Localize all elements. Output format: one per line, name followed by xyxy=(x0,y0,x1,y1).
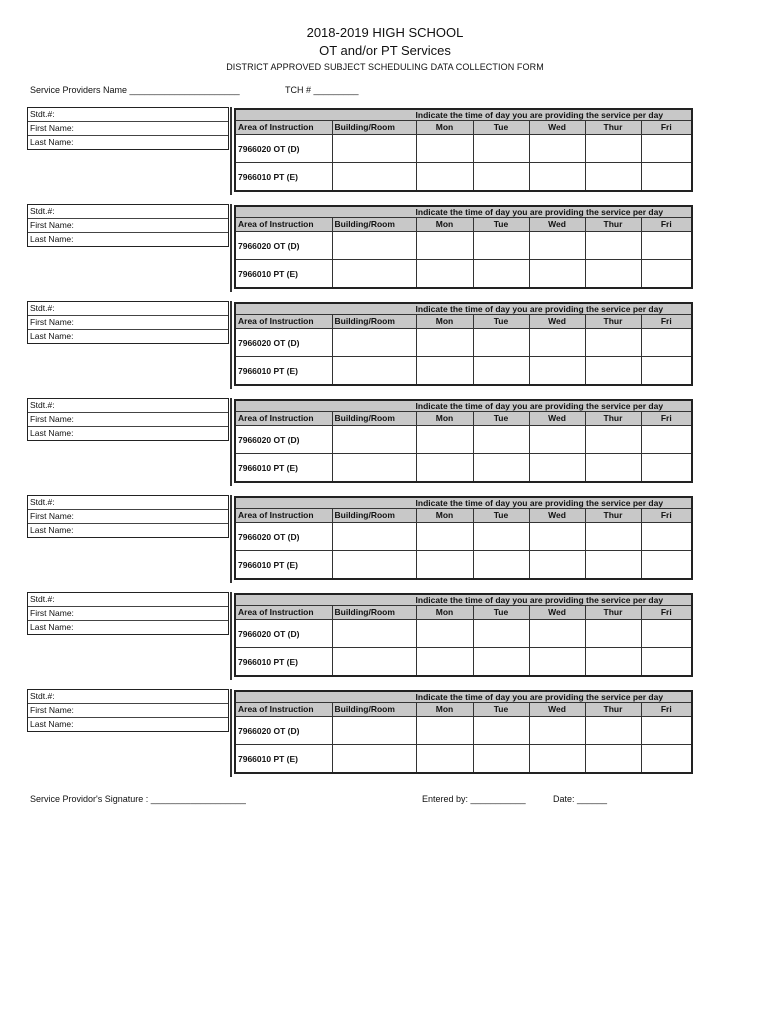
divider xyxy=(230,107,232,195)
schedule-cell[interactable] xyxy=(332,620,416,648)
schedule-cell[interactable] xyxy=(332,717,416,745)
column-header: Thur xyxy=(585,509,641,523)
student-id-field[interactable]: Stdt.#: xyxy=(28,690,228,704)
schedule-cell[interactable] xyxy=(473,329,529,357)
student-block xyxy=(27,107,693,197)
student-block xyxy=(27,592,693,682)
service-code-label: 7966010 PT (E) xyxy=(235,454,332,483)
column-header: Fri xyxy=(641,315,692,329)
schedule-cell[interactable] xyxy=(332,523,416,551)
column-header: Area of Instruction xyxy=(235,412,332,426)
column-header: Building/Room xyxy=(332,121,416,135)
schedule-cell[interactable] xyxy=(332,357,416,386)
student-id-field[interactable]: Stdt.#: xyxy=(28,108,228,122)
provider-name-field[interactable]: Service Providers Name ______________________ xyxy=(30,85,240,95)
column-header: Tue xyxy=(473,218,529,232)
column-header: Tue xyxy=(473,703,529,717)
schedule-cell[interactable] xyxy=(416,648,473,677)
column-header: Thur xyxy=(585,315,641,329)
schedule-cell[interactable] xyxy=(585,135,641,163)
service-code-label: 7966010 PT (E) xyxy=(235,745,332,774)
first-name-field[interactable]: First Name: xyxy=(28,316,228,330)
column-header: Fri xyxy=(641,218,692,232)
schedule-cell[interactable] xyxy=(473,357,529,386)
column-header: Fri xyxy=(641,606,692,620)
student-info-box xyxy=(27,689,229,732)
column-header: Tue xyxy=(473,121,529,135)
student-id-field[interactable]: Stdt.#: xyxy=(28,399,228,413)
schedule-cell[interactable] xyxy=(529,745,585,774)
service-code-label: 7966020 OT (D) xyxy=(235,717,332,745)
table-row xyxy=(235,329,692,357)
schedule-cell[interactable] xyxy=(641,717,692,745)
schedule-cell[interactable] xyxy=(529,232,585,260)
student-block xyxy=(27,689,693,779)
schedule-cell[interactable] xyxy=(473,163,529,192)
column-header: Fri xyxy=(641,121,692,135)
schedule-cell[interactable] xyxy=(416,329,473,357)
column-header: Building/Room xyxy=(332,218,416,232)
last-name-field[interactable]: Last Name: xyxy=(30,622,74,632)
last-name-field[interactable]: Last Name: xyxy=(30,331,74,341)
column-header: Building/Room xyxy=(332,703,416,717)
service-code-label: 7966010 PT (E) xyxy=(235,260,332,289)
schedule-cell[interactable] xyxy=(641,357,692,386)
service-code-label: 7966010 PT (E) xyxy=(235,648,332,677)
schedule-cell[interactable] xyxy=(585,717,641,745)
service-code-label: 7966020 OT (D) xyxy=(235,523,332,551)
schedule-cell[interactable] xyxy=(641,163,692,192)
column-header: Tue xyxy=(473,315,529,329)
column-header: Building/Room xyxy=(332,412,416,426)
column-header: Fri xyxy=(641,412,692,426)
schedule-cell[interactable] xyxy=(529,620,585,648)
schedule-cell[interactable] xyxy=(585,329,641,357)
schedule-cell[interactable] xyxy=(473,135,529,163)
table-row xyxy=(235,454,692,483)
schedule-cell[interactable] xyxy=(473,454,529,483)
service-code-label: 7966020 OT (D) xyxy=(235,329,332,357)
table-row xyxy=(235,426,692,454)
schedule-cell[interactable] xyxy=(473,551,529,580)
column-header: Mon xyxy=(416,412,473,426)
schedule-cell[interactable] xyxy=(585,648,641,677)
service-code-label: 7966020 OT (D) xyxy=(235,135,332,163)
table-row xyxy=(235,135,692,163)
schedule-cell[interactable] xyxy=(416,620,473,648)
schedule-cell[interactable] xyxy=(416,260,473,289)
schedule-table xyxy=(234,399,693,483)
column-header: Tue xyxy=(473,412,529,426)
student-id-field[interactable]: Stdt.#: xyxy=(28,302,228,316)
schedule-cell[interactable] xyxy=(416,232,473,260)
schedule-cell[interactable] xyxy=(529,523,585,551)
schedule-cell[interactable] xyxy=(641,232,692,260)
first-name-field[interactable]: First Name: xyxy=(28,607,228,621)
schedule-cell[interactable] xyxy=(473,426,529,454)
schedule-cell[interactable] xyxy=(416,551,473,580)
schedule-cell[interactable] xyxy=(332,329,416,357)
column-header: Mon xyxy=(416,218,473,232)
column-header: Mon xyxy=(416,121,473,135)
column-header: Area of Instruction xyxy=(235,121,332,135)
schedule-banner: Indicate the time of day you are providing the service per day xyxy=(235,400,692,412)
schedule-cell[interactable] xyxy=(585,426,641,454)
column-header: Fri xyxy=(641,509,692,523)
table-row xyxy=(235,260,692,289)
schedule-banner: Indicate the time of day you are providing the service per day xyxy=(235,594,692,606)
schedule-cell[interactable] xyxy=(332,648,416,677)
schedule-cell[interactable] xyxy=(416,745,473,774)
schedule-cell[interactable] xyxy=(473,232,529,260)
column-header: Thur xyxy=(585,703,641,717)
column-header: Wed xyxy=(529,121,585,135)
schedule-cell[interactable] xyxy=(332,426,416,454)
schedule-cell[interactable] xyxy=(529,454,585,483)
column-header: Wed xyxy=(529,509,585,523)
column-header: Building/Room xyxy=(332,606,416,620)
student-block xyxy=(27,398,693,488)
schedule-cell[interactable] xyxy=(529,260,585,289)
column-header: Area of Instruction xyxy=(235,606,332,620)
schedule-cell[interactable] xyxy=(529,329,585,357)
column-header: Area of Instruction xyxy=(235,315,332,329)
table-row xyxy=(235,717,692,745)
schedule-table xyxy=(234,205,693,289)
column-header: Mon xyxy=(416,509,473,523)
column-header: Area of Instruction xyxy=(235,509,332,523)
divider xyxy=(230,495,232,583)
schedule-cell[interactable] xyxy=(585,454,641,483)
table-row xyxy=(235,523,692,551)
divider xyxy=(230,301,232,389)
schedule-cell[interactable] xyxy=(585,620,641,648)
column-header: Area of Instruction xyxy=(235,218,332,232)
tch-number-field[interactable]: TCH # _________ xyxy=(285,85,359,95)
column-header: Wed xyxy=(529,606,585,620)
schedule-banner: Indicate the time of day you are providing the service per day xyxy=(235,206,692,218)
schedule-cell[interactable] xyxy=(529,357,585,386)
schedule-cell[interactable] xyxy=(641,260,692,289)
schedule-table xyxy=(234,496,693,580)
student-block xyxy=(27,204,693,294)
first-name-field[interactable]: First Name: xyxy=(28,413,228,427)
schedule-cell[interactable] xyxy=(416,426,473,454)
schedule-cell[interactable] xyxy=(473,523,529,551)
table-row xyxy=(235,232,692,260)
column-header: Thur xyxy=(585,218,641,232)
column-header: Wed xyxy=(529,315,585,329)
divider xyxy=(230,592,232,680)
schedule-cell[interactable] xyxy=(585,523,641,551)
first-name-field[interactable]: First Name: xyxy=(28,219,228,233)
table-row xyxy=(235,648,692,677)
service-code-label: 7966010 PT (E) xyxy=(235,551,332,580)
schedule-cell[interactable] xyxy=(332,745,416,774)
last-name-field[interactable]: Last Name: xyxy=(30,525,74,535)
schedule-cell[interactable] xyxy=(416,163,473,192)
schedule-banner: Indicate the time of day you are providing the service per day xyxy=(235,303,692,315)
schedule-cell[interactable] xyxy=(416,717,473,745)
student-info-box xyxy=(27,301,229,344)
student-id-field[interactable]: Stdt.#: xyxy=(28,496,228,510)
schedule-table xyxy=(234,690,693,774)
signature-field[interactable]: Service Providor's Signature : ___________________ xyxy=(30,794,246,804)
divider xyxy=(230,689,232,777)
schedule-cell[interactable] xyxy=(332,163,416,192)
schedule-table xyxy=(234,593,693,677)
schedule-cell[interactable] xyxy=(332,260,416,289)
form-heading: DISTRICT APPROVED SUBJECT SCHEDULING DATA COLLECTION FORM xyxy=(226,62,544,72)
student-info-box xyxy=(27,592,229,635)
schedule-cell[interactable] xyxy=(641,523,692,551)
divider xyxy=(230,398,232,486)
student-id-field[interactable]: Stdt.#: xyxy=(28,205,228,219)
column-header: Thur xyxy=(585,606,641,620)
schedule-table xyxy=(234,108,693,192)
table-row xyxy=(235,745,692,774)
schedule-cell[interactable] xyxy=(641,135,692,163)
service-code-label: 7966010 PT (E) xyxy=(235,357,332,386)
service-code-label: 7966020 OT (D) xyxy=(235,620,332,648)
table-row xyxy=(235,551,692,580)
entered-by-field[interactable]: Entered by: ___________ xyxy=(422,794,526,804)
schedule-cell[interactable] xyxy=(473,620,529,648)
last-name-field[interactable]: Last Name: xyxy=(30,137,74,147)
student-info-box xyxy=(27,204,229,247)
schedule-banner: Indicate the time of day you are providing the service per day xyxy=(235,691,692,703)
schedule-cell[interactable] xyxy=(416,357,473,386)
schedule-cell[interactable] xyxy=(585,232,641,260)
schedule-cell[interactable] xyxy=(641,745,692,774)
last-name-field[interactable]: Last Name: xyxy=(30,428,74,438)
student-block xyxy=(27,301,693,391)
schedule-cell[interactable] xyxy=(416,523,473,551)
schedule-cell[interactable] xyxy=(529,135,585,163)
service-code-label: 7966020 OT (D) xyxy=(235,426,332,454)
schedule-cell[interactable] xyxy=(416,454,473,483)
schedule-cell[interactable] xyxy=(641,551,692,580)
schedule-cell[interactable] xyxy=(641,620,692,648)
schedule-cell[interactable] xyxy=(529,717,585,745)
schedule-cell[interactable] xyxy=(641,329,692,357)
column-header: Wed xyxy=(529,412,585,426)
service-code-label: 7966020 OT (D) xyxy=(235,232,332,260)
schedule-cell[interactable] xyxy=(641,648,692,677)
schedule-cell[interactable] xyxy=(529,426,585,454)
column-header: Mon xyxy=(416,606,473,620)
schedule-cell[interactable] xyxy=(529,163,585,192)
schedule-cell[interactable] xyxy=(332,454,416,483)
student-block xyxy=(27,495,693,585)
schedule-table xyxy=(234,302,693,386)
schedule-cell[interactable] xyxy=(529,648,585,677)
schedule-cell[interactable] xyxy=(585,163,641,192)
table-row xyxy=(235,357,692,386)
column-header: Tue xyxy=(473,509,529,523)
schedule-cell[interactable] xyxy=(473,648,529,677)
schedule-cell[interactable] xyxy=(529,551,585,580)
schedule-cell[interactable] xyxy=(332,551,416,580)
service-code-label: 7966010 PT (E) xyxy=(235,163,332,192)
schedule-banner: Indicate the time of day you are providing the service per day xyxy=(235,497,692,509)
table-row xyxy=(235,163,692,192)
last-name-field[interactable]: Last Name: xyxy=(30,719,74,729)
student-info-box xyxy=(27,398,229,441)
schedule-cell[interactable] xyxy=(641,454,692,483)
schedule-cell[interactable] xyxy=(585,551,641,580)
column-header: Building/Room xyxy=(332,315,416,329)
schedule-cell[interactable] xyxy=(416,135,473,163)
column-header: Mon xyxy=(416,703,473,717)
column-header: Wed xyxy=(529,703,585,717)
column-header: Thur xyxy=(585,412,641,426)
first-name-field[interactable]: First Name: xyxy=(28,704,228,718)
schedule-cell[interactable] xyxy=(585,260,641,289)
student-info-box xyxy=(27,107,229,150)
schedule-cell[interactable] xyxy=(641,426,692,454)
column-header: Thur xyxy=(585,121,641,135)
column-header: Mon xyxy=(416,315,473,329)
schedule-cell[interactable] xyxy=(473,745,529,774)
schedule-cell[interactable] xyxy=(585,745,641,774)
column-header: Area of Instruction xyxy=(235,703,332,717)
column-header: Tue xyxy=(473,606,529,620)
schedule-banner: Indicate the time of day you are providing the service per day xyxy=(235,109,692,121)
first-name-field[interactable]: First Name: xyxy=(28,122,228,136)
form-title: 2018-2019 HIGH SCHOOL xyxy=(306,25,464,40)
column-header: Fri xyxy=(641,703,692,717)
divider xyxy=(230,204,232,292)
student-info-box xyxy=(27,495,229,538)
schedule-cell[interactable] xyxy=(473,717,529,745)
schedule-cell[interactable] xyxy=(585,357,641,386)
first-name-field[interactable]: First Name: xyxy=(28,510,228,524)
schedule-cell[interactable] xyxy=(332,232,416,260)
student-id-field[interactable]: Stdt.#: xyxy=(28,593,228,607)
table-row xyxy=(235,620,692,648)
date-field[interactable]: Date: ______ xyxy=(553,794,608,804)
last-name-field[interactable]: Last Name: xyxy=(30,234,74,244)
column-header: Building/Room xyxy=(332,509,416,523)
column-header: Wed xyxy=(529,218,585,232)
schedule-cell[interactable] xyxy=(332,135,416,163)
schedule-cell[interactable] xyxy=(473,260,529,289)
form-subtitle: OT and/or PT Services xyxy=(319,43,451,58)
